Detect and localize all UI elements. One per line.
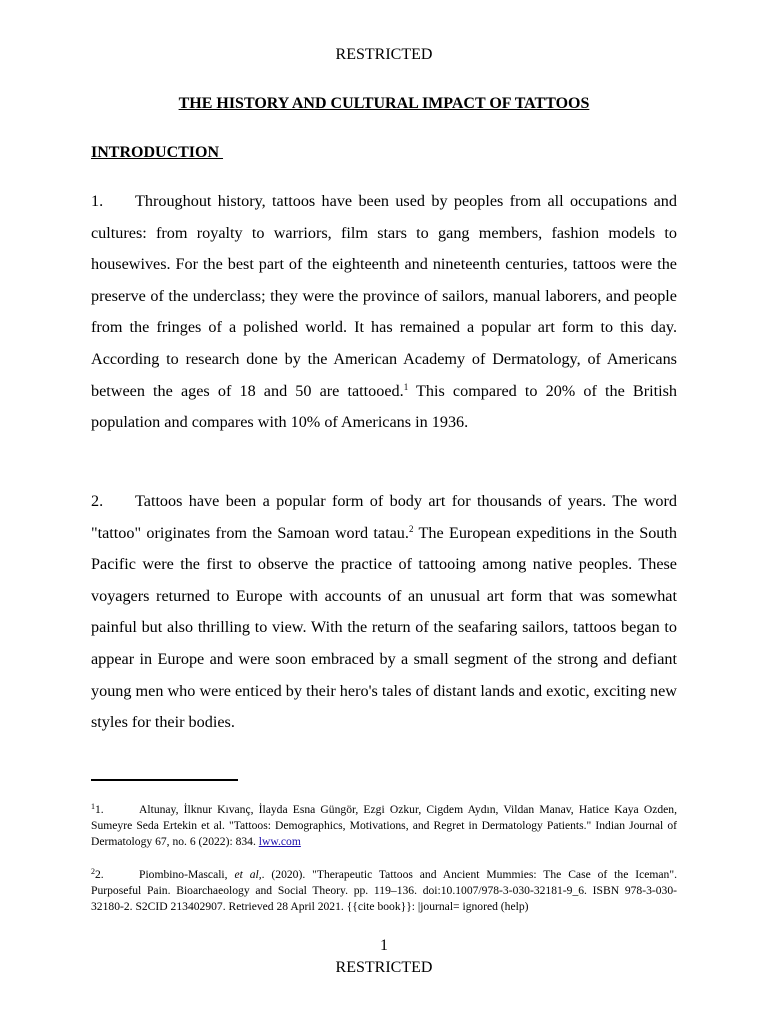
paragraph-text: Tattoos have been a popular form of body art for thousands of years. The word "tattoo" originates from the Samoan word tatau. xyxy=(91,492,677,542)
section-heading-introduction: INTRODUCTION xyxy=(91,144,224,161)
paragraph-1 xyxy=(91,186,677,439)
footnote-marker: 2 xyxy=(91,867,95,876)
footnote-reference-2[interactable]: 2 xyxy=(408,523,414,534)
page-number: 1 xyxy=(380,937,388,954)
paragraph-number: 1. xyxy=(91,192,104,210)
footnote-text: . (2020). "Therapeutic Tattoos and Ancient Mummies: The Case of the Iceman". Purposeful Pain. Bioarchaeology and Social Theory. pp. 119–136. doi:10.1007/978-3-030-32181-9_6. ISBN 978-3-030-32180-2. S2CID 213402907. Retrieved 28 April 2021. {{cite book}}: |journal= ignored (help) xyxy=(91,868,677,913)
paragraph-2 xyxy=(91,486,677,739)
footnote-reference-1[interactable]: 1 xyxy=(403,381,409,392)
document-title: THE HISTORY AND CULTURAL IMPACT OF TATTOOS xyxy=(178,95,590,112)
footnote-2 xyxy=(91,867,677,915)
paragraph-text: This compared to 20% of the British population and compares with 10% of Americans in 1936. xyxy=(91,381,677,432)
paragraph-text: The European expeditions in the South Pacific were the first to observe the practice of tattooing among native peoples. These voyagers returned to Europe with accounts of an unusual art form that was somewhat painful but also thrilling to view. With the return of the seafaring sailors, tattoos began to appear in Europe and were soon embraced by a small segment of the strong and defiant young men who were enticed by their hero's tales of distant lands and exotic, exciting new styles for their bodies. xyxy=(91,523,677,732)
footnote-number: 1. xyxy=(95,803,104,816)
footnote-marker: 1 xyxy=(91,802,95,811)
footnote-text: Piombino-Mascali, xyxy=(139,868,235,881)
footnote-italic-text: et al, xyxy=(234,868,262,881)
footer-classification: RESTRICTED xyxy=(335,959,433,976)
footnote-text: Altunay, İlknur Kıvanç, İlayda Esna Güngör, Ezgi Ozkur, Cigdem Aydın, Vildan Manav, Hatice Kaya Ozden, Sumeyre Seda Ertekin et al. "Tattoos: Demographics, Motivations, and Regret in Dermatology Patients." Indian Journal of Dermatology 67, no. 6 (2022): 834. xyxy=(91,803,677,848)
footnote-number: 2. xyxy=(95,868,104,881)
header-classification: RESTRICTED xyxy=(335,46,433,63)
paragraph-text: Throughout history, tattoos have been used by peoples from all occupations and cultures: from royalty to warriors, film stars to gang members, fashion models to housewives. For the best part of the eighteenth and nineteenth centuries, tattoos were the preserve of the underclass; they were the province of sailors, manual laborers, and people from the fringes of a polished world. It has remained a popular art form to this day. According to research done by the American Academy of Dermatology, of Americans between the ages of 18 and 50 are tattooed. xyxy=(91,192,677,400)
footnote-1 xyxy=(91,802,677,850)
footnote-link[interactable]: lww.com xyxy=(258,835,301,848)
paragraph-number: 2. xyxy=(91,492,104,510)
footnote-separator xyxy=(91,779,238,781)
